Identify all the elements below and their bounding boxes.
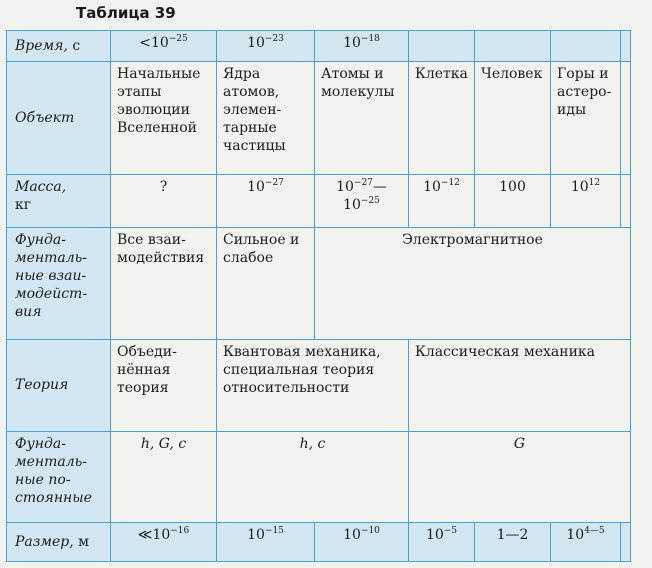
interactions-row: [7, 228, 631, 340]
size-cell-2: $10^{-10}$: [315, 523, 409, 562]
time-cell-2: $10^{-18}$: [315, 31, 409, 62]
mass-cell-4: 100: [475, 175, 551, 228]
mass-cell-2: $10^{-27}—$ $10^{-25}$: [315, 175, 409, 228]
time-cell-4: [475, 31, 551, 62]
object-cell-2: Атомы и молекулы: [315, 61, 409, 175]
mass-cell-1: $10^{-27}$: [217, 175, 315, 228]
row-header-interactions: Фундаментальные взаимодействия: [7, 228, 111, 340]
size-cell-4: 1—2: [475, 523, 551, 562]
object-cell-4: Человек: [475, 61, 551, 175]
table-caption: Таблица 39: [76, 4, 176, 22]
mass-cell-3: $10^{-12}$: [409, 175, 475, 228]
theory-cell-1: Квантовая механика, специальная теория относительности: [217, 340, 409, 432]
constants-row: [7, 431, 631, 523]
row-header-object: Объект: [7, 61, 111, 175]
time-cell-3: [409, 31, 475, 62]
physics-scale-table: [6, 30, 631, 562]
interactions-cell-0: Все взаимодействия: [111, 228, 217, 340]
object-cell-1: Ядра атомов, элементарные частицы: [217, 61, 315, 175]
object-cell-5: Горы и астероиды: [551, 61, 621, 175]
constants-cell-1: h, c: [217, 431, 409, 523]
theory-row: [7, 340, 631, 432]
size-row: [7, 523, 631, 562]
theory-cell-0: Объединённая теория: [111, 340, 217, 432]
size-cell-0: $≪10^{-16}$: [111, 523, 217, 562]
size-cell-1: $10^{-15}$: [217, 523, 315, 562]
time-cell-0: $<10^{-25}$: [111, 31, 217, 62]
interactions-cell-1: Сильное и слабое: [217, 228, 315, 340]
row-header-mass: Масса, кг: [7, 175, 111, 228]
row-header-time: Время, с: [7, 31, 111, 62]
time-cell-5: [551, 31, 621, 62]
object-cell-0: Начальные этапы эволюции Вселенной: [111, 61, 217, 175]
mass-cell-6: [621, 175, 631, 228]
size-cell-3: $10^{-5}$: [409, 523, 475, 562]
constants-cell-0: h, G, c: [111, 431, 217, 523]
object-cell-3: Клетка: [409, 61, 475, 175]
time-row: [7, 31, 631, 62]
theory-cell-2: Классическая механика: [409, 340, 631, 432]
row-header-constants: Фундаментальные постоянные: [7, 431, 111, 523]
interactions-cell-2: Электромагнитное: [315, 228, 631, 340]
size-cell-6: [621, 523, 631, 562]
object-row: [7, 61, 631, 175]
mass-row: [7, 175, 631, 228]
mass-cell-0: ?: [111, 175, 217, 228]
row-header-size: Размер, м: [7, 523, 111, 562]
time-cell-6: [621, 31, 631, 62]
constants-cell-2: G: [409, 431, 631, 523]
time-cell-1: $10^{-23}$: [217, 31, 315, 62]
row-header-theory: Теория: [7, 340, 111, 432]
size-cell-5: $10^{4—5}$: [551, 523, 621, 562]
object-cell-6: [621, 61, 631, 175]
mass-cell-5: $10^{12}$: [551, 175, 621, 228]
